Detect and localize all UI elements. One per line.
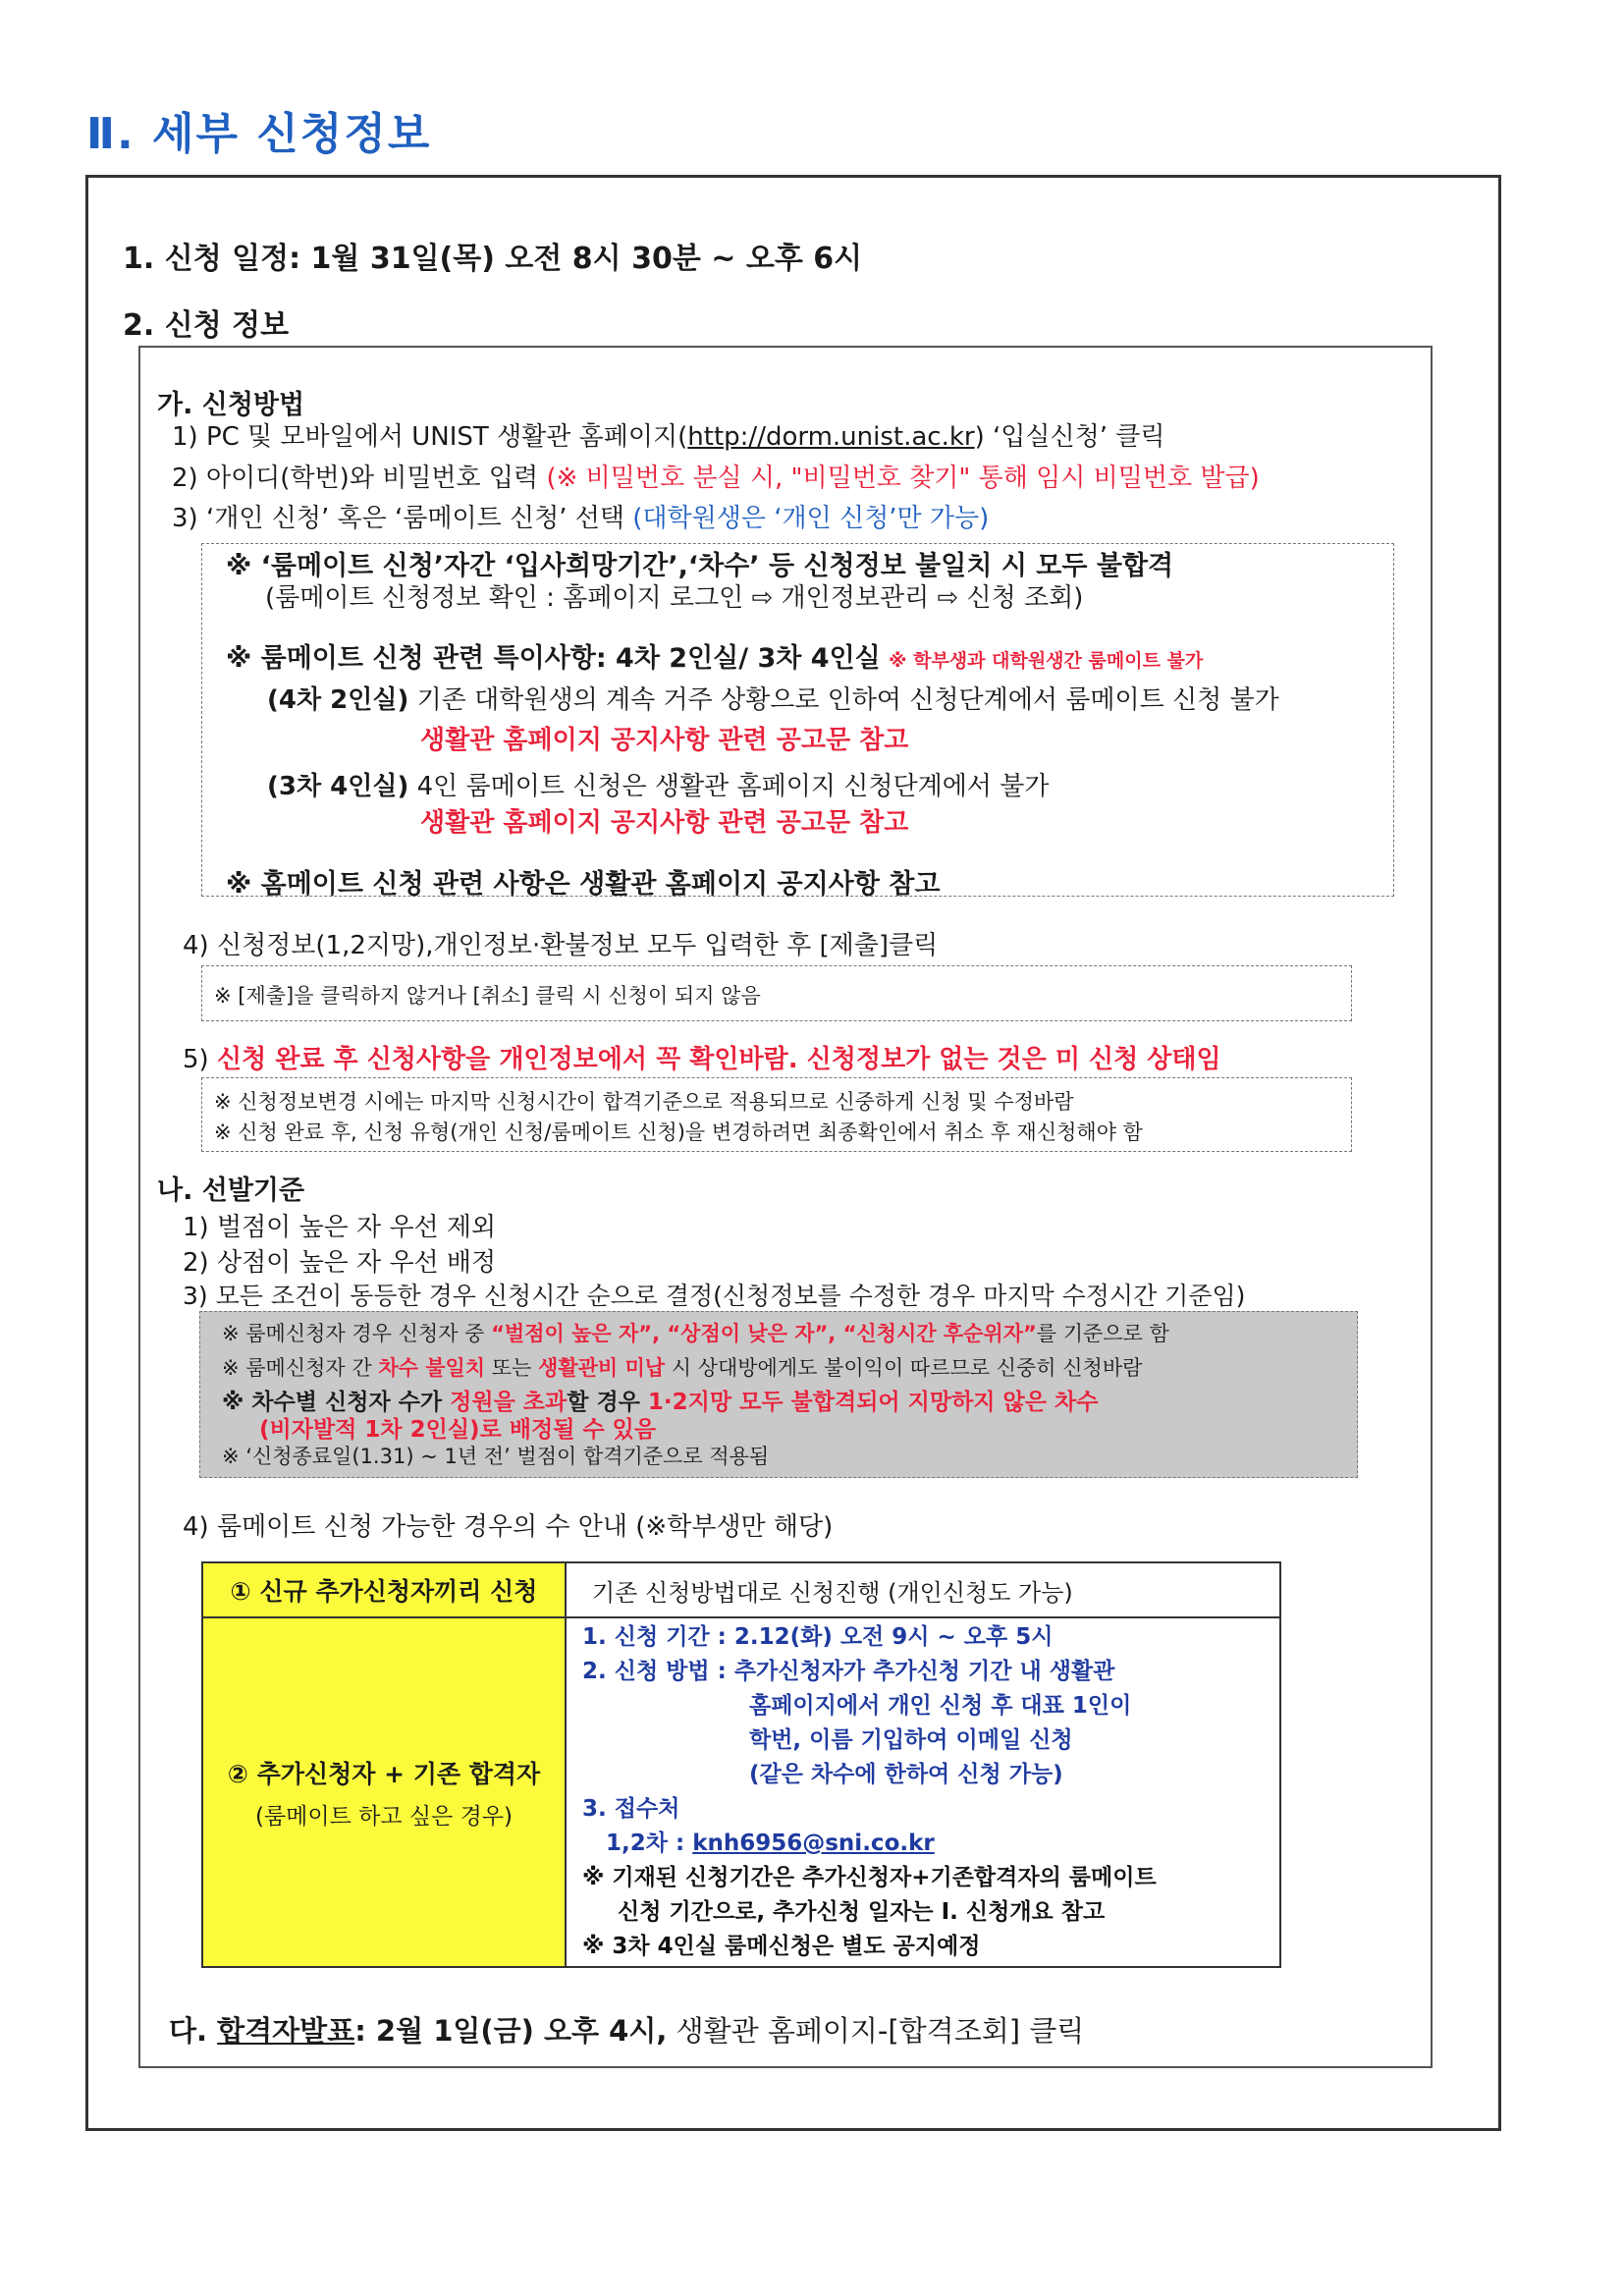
ga-item-5-warning: 신청 완료 후 신청사항을 개인정보에서 꼭 확인바람. 신청정보가 없는 것은 미 신청 상태임: [216, 1045, 1221, 1074]
ga-item-4: 4) 신청정보(1,2지망),개인정보·환불정보 모두 입력한 후 [제출]클릭: [183, 931, 939, 960]
ga-item-3-text: 3) ‘개인 신청’ 혹은 ‘룸메이트 신청’ 선택: [172, 504, 633, 533]
case-2-note-1: ※ 기재된 신청기간은 추가신청자+기존합격자의 룸메이트: [582, 1865, 1157, 1890]
na-heading: 나. 선발기준: [157, 1175, 305, 1206]
announcement-label: 합격자발표: [217, 2014, 355, 2048]
room-4th-2p-line: [267, 680, 1279, 716]
selection-note-1-red: “벌점이 높은 자”, “상점이 낮은 자”, “신청시간 후순위자”: [491, 1322, 1037, 1345]
selection-note-2-red2: 생활관비 미납: [538, 1356, 666, 1380]
dorm-homepage-link[interactable]: http://dorm.unist.ac.kr: [687, 422, 975, 452]
homemate-notice: ※ 홈메이트 신청 관련 사항은 생활관 홈페이지 공지사항 참고: [226, 869, 941, 900]
ga-item-1: [172, 416, 1165, 453]
section-schedule: 1. 신청 일정: 1월 31일(목) 오전 8시 30분 ~ 오후 6시: [123, 242, 863, 276]
case-2-method-2: 홈페이지에서 개인 신청 후 대표 1인이: [749, 1693, 1132, 1719]
table-row: [202, 1617, 1280, 1967]
case-1-label: ① 신규 추가신청자끼리 신청: [202, 1562, 566, 1617]
change-note-1: ※ 신청정보변경 시에는 마지막 신청시간이 합격기준으로 적용되므로 신중하게 신청 및 수정바람: [214, 1090, 1074, 1114]
case-1-desc: 기존 신청방법대로 신청진행 (개인신청도 가능): [566, 1562, 1280, 1617]
na-item-4: 4) 룸메이트 신청 가능한 경우의 수 안내 (※학부생만 해당): [183, 1512, 834, 1542]
ga-item-3: [172, 498, 989, 534]
case-2-note-2: 신청 기간으로, 추가신청 일자는 Ⅰ. 신청개요 참고: [618, 1899, 1106, 1925]
selection-note-2-suffix: 시 상대방에게도 불이익이 따르므로 신중히 신청바람: [665, 1356, 1143, 1380]
roommate-mismatch-warning: ※ ‘룸메이트 신청’자간 ‘입사희망기간’,‘차수’ 등 신청정보 불일치 시 모두 불합격: [226, 551, 1174, 581]
announcement-line: [169, 2009, 1084, 2050]
ga-item-1-text: 1) PC 및 모바일에서 UNIST 생활관 홈페이지(: [172, 422, 688, 452]
case-2-contact-label: 1,2차 :: [606, 1831, 693, 1856]
announcement-action: 생활관 홈페이지-[합격조회] 클릭: [667, 2014, 1085, 2048]
section-info: 2. 신청 정보: [123, 308, 290, 343]
case-2-title: ② 추가신청자 + 기존 합격자: [227, 1759, 541, 1788]
roommate-special-line: [226, 636, 1203, 675]
ga-item-5: [183, 1039, 1221, 1075]
case-2-period: 1. 신청 기간 : 2.12(화) 오전 9시 ~ 오후 5시: [582, 1624, 1054, 1650]
selection-note-2-red1: 차수 불일치: [378, 1356, 486, 1380]
selection-note-1-text: ※ 룸메신청자 경우 신청자 중: [222, 1322, 492, 1345]
case-2-method: 2. 신청 방법 : 추가신청자가 추가신청 기간 내 생활관: [582, 1659, 1115, 1684]
selection-note-3-red2: 1·2지망 모두 불합격되어 지망하지 않은 차수: [647, 1390, 1099, 1415]
ga-item-2-warning: (※ 비밀번호 분실 시, "비밀번호 찾기" 통해 임시 비밀번호 발급): [546, 464, 1260, 493]
na-item-2: 2) 상점이 높은 자 우선 배정: [183, 1248, 497, 1278]
submit-note: ※ [제출]을 클릭하지 않거나 [취소] 클릭 시 신청이 되지 않음: [214, 984, 761, 1008]
na-item-1: 1) 벌점이 높은 자 우선 제외: [183, 1213, 497, 1242]
room-3rd-4p-text: 4인 룸메이트 신청은 생활관 홈페이지 신청단계에서 불가: [408, 772, 1050, 801]
ga-item-3-note: (대학원생은 ‘개인 신청’만 가능): [632, 504, 990, 533]
selection-note-1: [222, 1318, 1169, 1347]
ga-heading: 가. 신청방법: [157, 390, 305, 420]
change-note-2: ※ 신청 완료 후, 신청 유형(개인 신청/룸메이트 신청)을 변경하려면 최종확인에서 취소 후 재신청해야 함: [214, 1121, 1143, 1144]
roommate-case-table: [201, 1561, 1281, 1968]
na-item-3: 3) 모든 조건이 동등한 경우 신청시간 순으로 결정(신청정보를 수정한 경우 마지막 수정시간 기준임): [183, 1282, 1246, 1310]
roommate-check-path: (룸메이트 신청정보 확인 : 홈페이지 로그인 ⇨ 개인정보관리 ⇨ 신청 조회): [265, 583, 1084, 613]
ga-item-2: [172, 458, 1260, 494]
selection-note-2-mid: 또는: [485, 1356, 539, 1380]
announcement-prefix: 다.: [169, 2014, 218, 2048]
room-3rd-4p-label: (3차 4인실): [267, 772, 409, 801]
case-2-contact: 3. 접수처: [582, 1796, 680, 1822]
selection-note-5: ※ ‘신청종료일(1.31) ~ 1년 전’ 벌점이 합격기준으로 적용됨: [222, 1445, 770, 1468]
case-2-note-3: ※ 3차 4인실 룸메신청은 별도 공지예정: [582, 1934, 981, 1959]
room-4th-2p-ref: 생활관 홈페이지 공지사항 관련 공고문 참고: [420, 726, 909, 755]
table-row: [202, 1562, 1280, 1617]
room-3rd-4p-line: [267, 766, 1049, 802]
case-2-method-4: (같은 차수에 한하여 신청 가능): [749, 1762, 1063, 1787]
ga-item-2-text: 2) 아이디(학번)와 비밀번호 입력: [172, 464, 547, 493]
roommate-special-title: ※ 룸메이트 신청 관련 특이사항: 4차 2인실/ 3차 4인실: [226, 643, 881, 674]
room-3rd-4p-ref: 생활관 홈페이지 공지사항 관련 공고문 참고: [420, 808, 909, 838]
ga-item-5-num: 5): [183, 1045, 217, 1074]
selection-note-3-text: ※ 차수별 신청자 수가: [222, 1390, 451, 1415]
selection-note-3-red1: 정원을 초과: [450, 1390, 568, 1415]
selection-note-2-text: ※ 룸메신청자 간: [222, 1356, 379, 1380]
selection-note-3-mid: 할 경우: [567, 1390, 648, 1415]
selection-note-1-suffix: 를 기준으로 함: [1036, 1322, 1169, 1345]
roommate-special-red: ※ 학부생과 대학원생간 룸메이트 불가: [889, 650, 1204, 672]
selection-note-4: (비자발적 1차 2인실)로 배정될 수 있음: [259, 1417, 657, 1443]
ga-item-1-suffix: ) ‘입실신청’ 클릭: [974, 422, 1165, 452]
case-2-method-3: 학번, 이름 기입하여 이메일 신청: [749, 1727, 1073, 1753]
case-2-subtitle: (룸메이트 하고 싶은 경우): [254, 1803, 514, 1830]
page-title: Ⅱ. 세부 신청정보: [86, 109, 432, 159]
announcement-time: : 2월 1일(금) 오후 4시,: [354, 2014, 668, 2048]
case-2-contact-line: [580, 1827, 1266, 1861]
case-2-desc: [566, 1617, 1280, 1967]
contact-email-link[interactable]: knh6956@sni.co.kr: [692, 1831, 935, 1856]
room-4th-2p-text: 기존 대학원생의 계속 거주 상황으로 인하여 신청단계에서 룸메이트 신청 불가: [408, 685, 1279, 715]
selection-note-2: [222, 1352, 1142, 1382]
room-4th-2p-label: (4차 2인실): [267, 685, 409, 715]
case-2-label: [202, 1617, 566, 1967]
